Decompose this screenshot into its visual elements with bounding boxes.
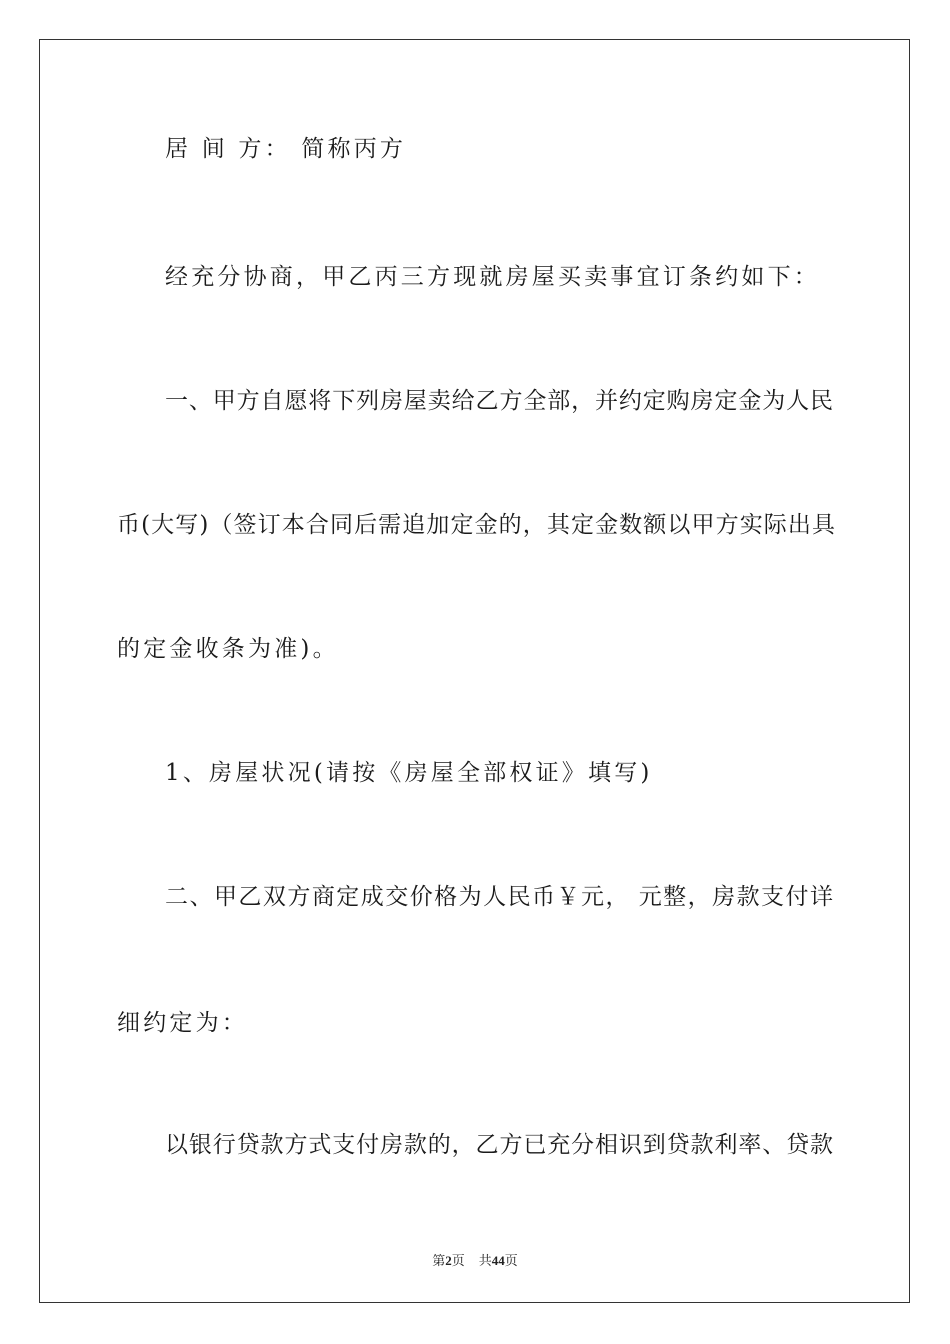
text-line-clause-2-b: 细约定为： bbox=[117, 1010, 248, 1036]
text-line-clause-1-a: 一、甲方自愿将下列房屋卖给乙方全部，并约定购房定金为人民 bbox=[165, 388, 833, 414]
text-line-clause-1-b: 币(大写)（签订本合同后需追加定金的，其定金数额以甲方实际出具 bbox=[117, 512, 835, 538]
footer-page-prefix: 第 bbox=[432, 1253, 446, 1268]
page-footer bbox=[0, 1250, 950, 1269]
footer-page-suffix: 页 bbox=[451, 1253, 465, 1268]
text-line-clause-2-a: 二、甲乙双方商定成交价格为人民币￥元， 元整，房款支付详 bbox=[165, 884, 833, 910]
text-line-house-status: 1、房屋状况(请按《房屋全部权证》填写) bbox=[165, 760, 653, 786]
text-line-clause-1-c: 的定金收条为准)。 bbox=[117, 636, 339, 662]
page-border bbox=[39, 39, 910, 1303]
text-line-intro: 经充分协商，甲乙丙三方现就房屋买卖事宜订条约如下： bbox=[165, 264, 820, 290]
footer-total-pages: 44 bbox=[491, 1253, 505, 1268]
text-line-loan: 以银行贷款方式支付房款的，乙方已充分相识到贷款利率、贷款 bbox=[165, 1132, 833, 1158]
footer-page-number: 2 bbox=[445, 1253, 452, 1268]
footer-total-suffix: 页 bbox=[504, 1253, 518, 1268]
footer-total-prefix: 共 bbox=[478, 1253, 492, 1268]
text-line-intermediary: 居 间 方： 简称丙方 bbox=[165, 136, 407, 162]
